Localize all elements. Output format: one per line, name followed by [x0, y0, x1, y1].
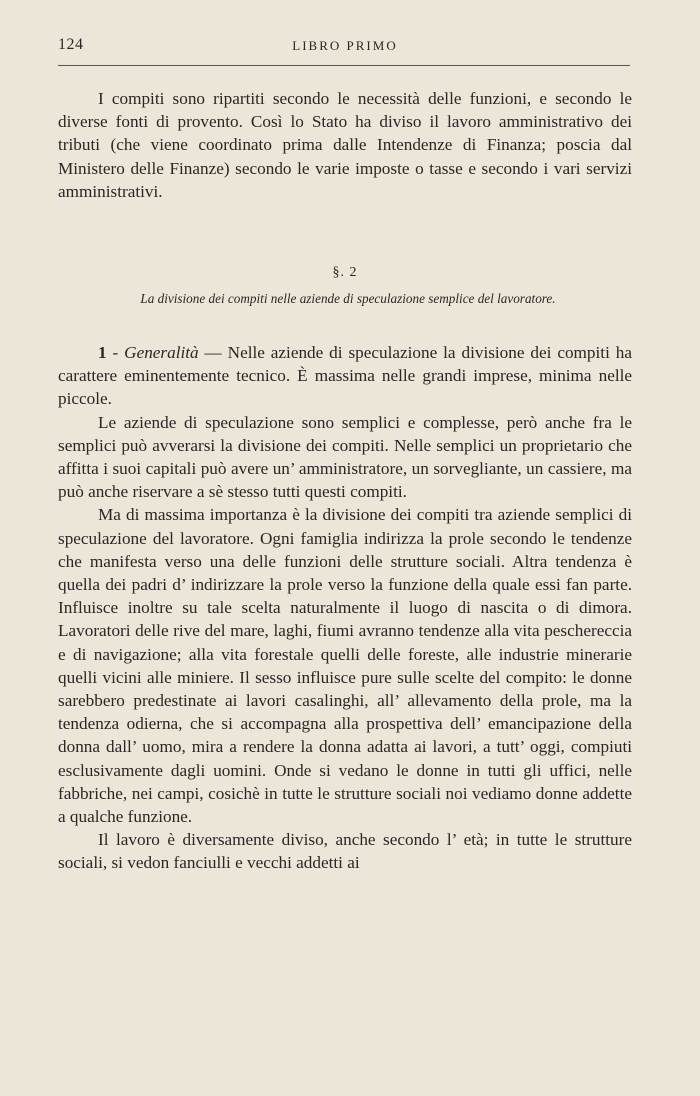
article-heading: Generalità [124, 343, 199, 362]
page-number: 124 [58, 36, 84, 53]
article-number: 1 [98, 343, 107, 362]
article-block [58, 341, 632, 875]
page-header [58, 36, 632, 62]
running-head: LIBRO PRIMO [292, 38, 398, 53]
intro-paragraph: I compiti sono ripartiti secondo le necessità delle funzioni, e secondo le diverse fonti di provento. Così lo Stato ha diviso il lavoro amministrativo dei tributi (che viene coordinato prima dalle Intendenze di Finanza; poscia dal Ministero delle Finanze) secondo le varie imposte o tasse e secondo i vari servizi amministrativi. [58, 89, 632, 201]
section-title: La divisione dei compiti nelle aziende di speculazione semplice del lavoratore. [140, 291, 556, 306]
article-paragraph: Le aziende di speculazione sono semplici e complesse, però anche fra le semplici può avverarsi la divisione dei compiti. Nelle semplici un proprietario che affitta i suoi capitali può avere un’ amministratore, un sorvegliante, un cassiere, ma può anche riservare a sè stesso tutti questi compiti. [58, 412, 632, 502]
article-paragraph: Ma di massima importanza è la divisione dei compiti tra aziende semplici di speculazione del lavoratore. Ogni famiglia indirizza la prole secondo le tendenze che manifesta verso una delle funzioni delle strutture sociali. Altra tendenza è quella dei padri d’ indirizzare la prole verso la funzione della quale essi fan parte. Influisce inoltre su tale scelta naturalmente il luogo di nascita o di dimora. Lavoratori delle rive del mare, laghi, fiumi avranno tendenze alla vita peschereccia e di navigazione; alla vita forestale quelli delle foreste, alle industrie minerarie quelli vicini alle miniere. Il sesso influisce pure sulle scelte del compito: le donne sarebbero predestinate ai lavori casalinghi, all’ allevamento della prole, ma la tendenza odierna, che si accompagna alla prospettiva dell’ emancipazione della donna dall’ uomo, mira a rendere la donna adatta ai lavori, a tutt’ oggi, compiuti esclusivamente dagli uomini. Onde si vedano le donne in tutti gli uffici, nelle fabbriche, nei campi, cosichè in tutte le strutture sociali noi vediamo donne addette a qualche funzione. [58, 505, 632, 827]
article-lead-text: — Nelle aziende di speculazione la divisione dei compiti ha carattere eminentemente tecnico. È massima nelle grandi imprese, minima nelle piccole. [58, 343, 632, 409]
article-separator: - [106, 343, 125, 362]
intro-block [58, 87, 632, 203]
header-rule [58, 65, 630, 66]
section-mark: §. 2 [332, 265, 358, 280]
article-paragraph: Il lavoro è diversamente diviso, anche secondo l’ età; in tutte le strutture sociali, si vedon fanciulli e vecchi addetti ai [58, 830, 632, 873]
article-lead-paragraph [58, 341, 632, 411]
